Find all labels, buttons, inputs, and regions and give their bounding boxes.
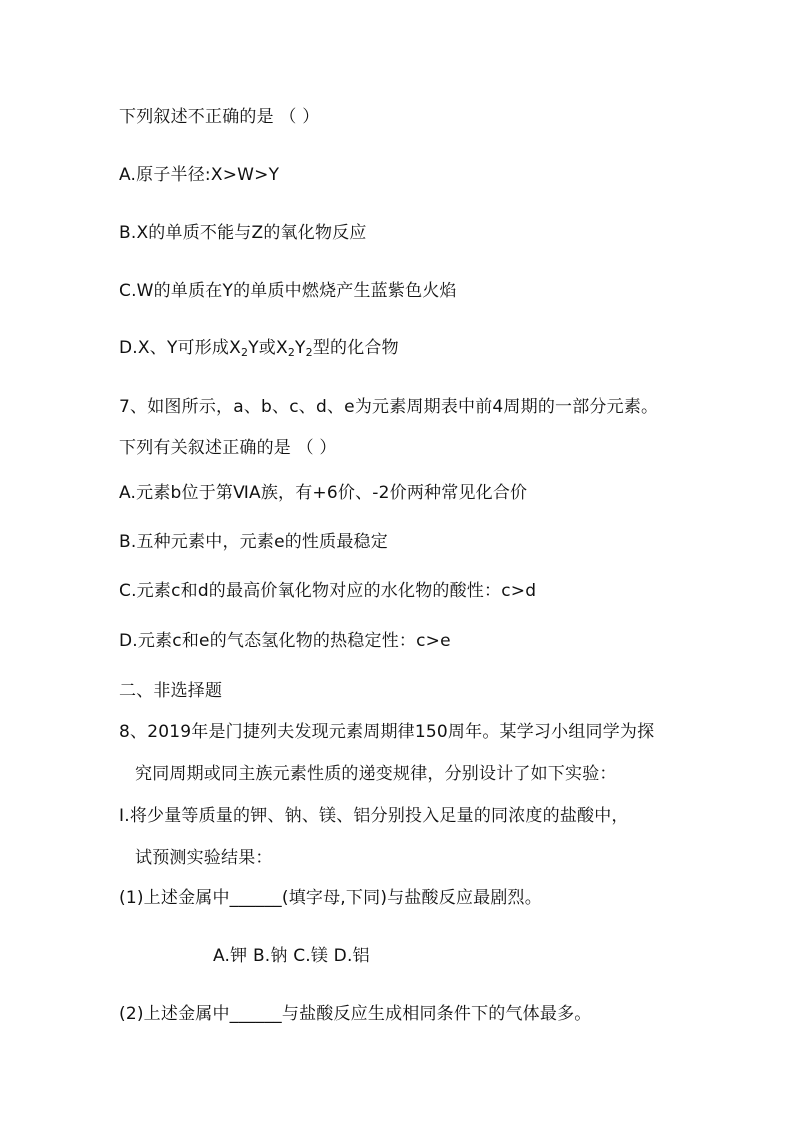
q6-d-text-3: Y	[295, 338, 306, 358]
q8-stem-line2: 究同周期或同主族元素性质的递变规律，分别设计了如下实验：	[135, 764, 617, 784]
q7-option-d: D.元素c和e的气态氢化物的热稳定性：c>e	[119, 631, 451, 651]
q8-options: A.钾 B.钠 C.镁 D.铝	[213, 946, 370, 966]
q6-d-sub-3: 2	[305, 346, 313, 359]
q6-d-text-1: D.X、Y可形成X	[119, 338, 241, 358]
q7-stem-line1: 7、如图所示，a、b、c、d、e为元素周期表中前4周期的一部分元素。	[119, 397, 659, 417]
q8-part1-line2: 试预测实验结果：	[135, 848, 273, 868]
q6-d-sub-1: 2	[240, 346, 249, 359]
q8-stem-line1: 8、2019年是门捷列夫发现元素周期律150周年。某学习小组同学为探	[119, 722, 655, 742]
q6-d-sub-2: 2	[287, 346, 296, 359]
q7-option-b: B.五种元素中，元素e的性质最稳定	[119, 532, 388, 552]
q8-part1-line1: Ⅰ.将少量等质量的钾、钠、镁、铝分别投入足量的同浓度的盐酸中，	[119, 806, 629, 826]
q7-stem-line2: 下列有关叙述正确的是 （ ）	[119, 438, 337, 458]
q8-sub1: (1)上述金属中______(填字母,下同)与盐酸反应最剧烈。	[119, 888, 542, 908]
q6-d-text-4: 型的化合物	[312, 338, 399, 358]
q8-sub2: (2)上述金属中______与盐酸反应生成相同条件下的气体最多。	[119, 1004, 592, 1024]
q6-stem: 下列叙述不正确的是 （ ）	[119, 107, 320, 127]
q6-option-c: C.W的单质在Y的单质中燃烧产生蓝紫色火焰	[119, 281, 457, 301]
q6-option-d	[119, 337, 399, 359]
q6-option-b: B.X的单质不能与Z的氧化物反应	[119, 223, 367, 243]
section-heading: 二、非选择题	[119, 681, 223, 701]
q6-d-text-2: Y或X	[248, 338, 288, 358]
q7-option-a: A.元素b位于第ⅥA族，有+6价、-2价两种常见化合价	[119, 483, 528, 503]
q6-option-a: A.原子半径:X>W>Y	[119, 165, 280, 185]
q7-option-c: C.元素c和d的最高价氧化物对应的水化物的酸性：c>d	[119, 581, 537, 601]
